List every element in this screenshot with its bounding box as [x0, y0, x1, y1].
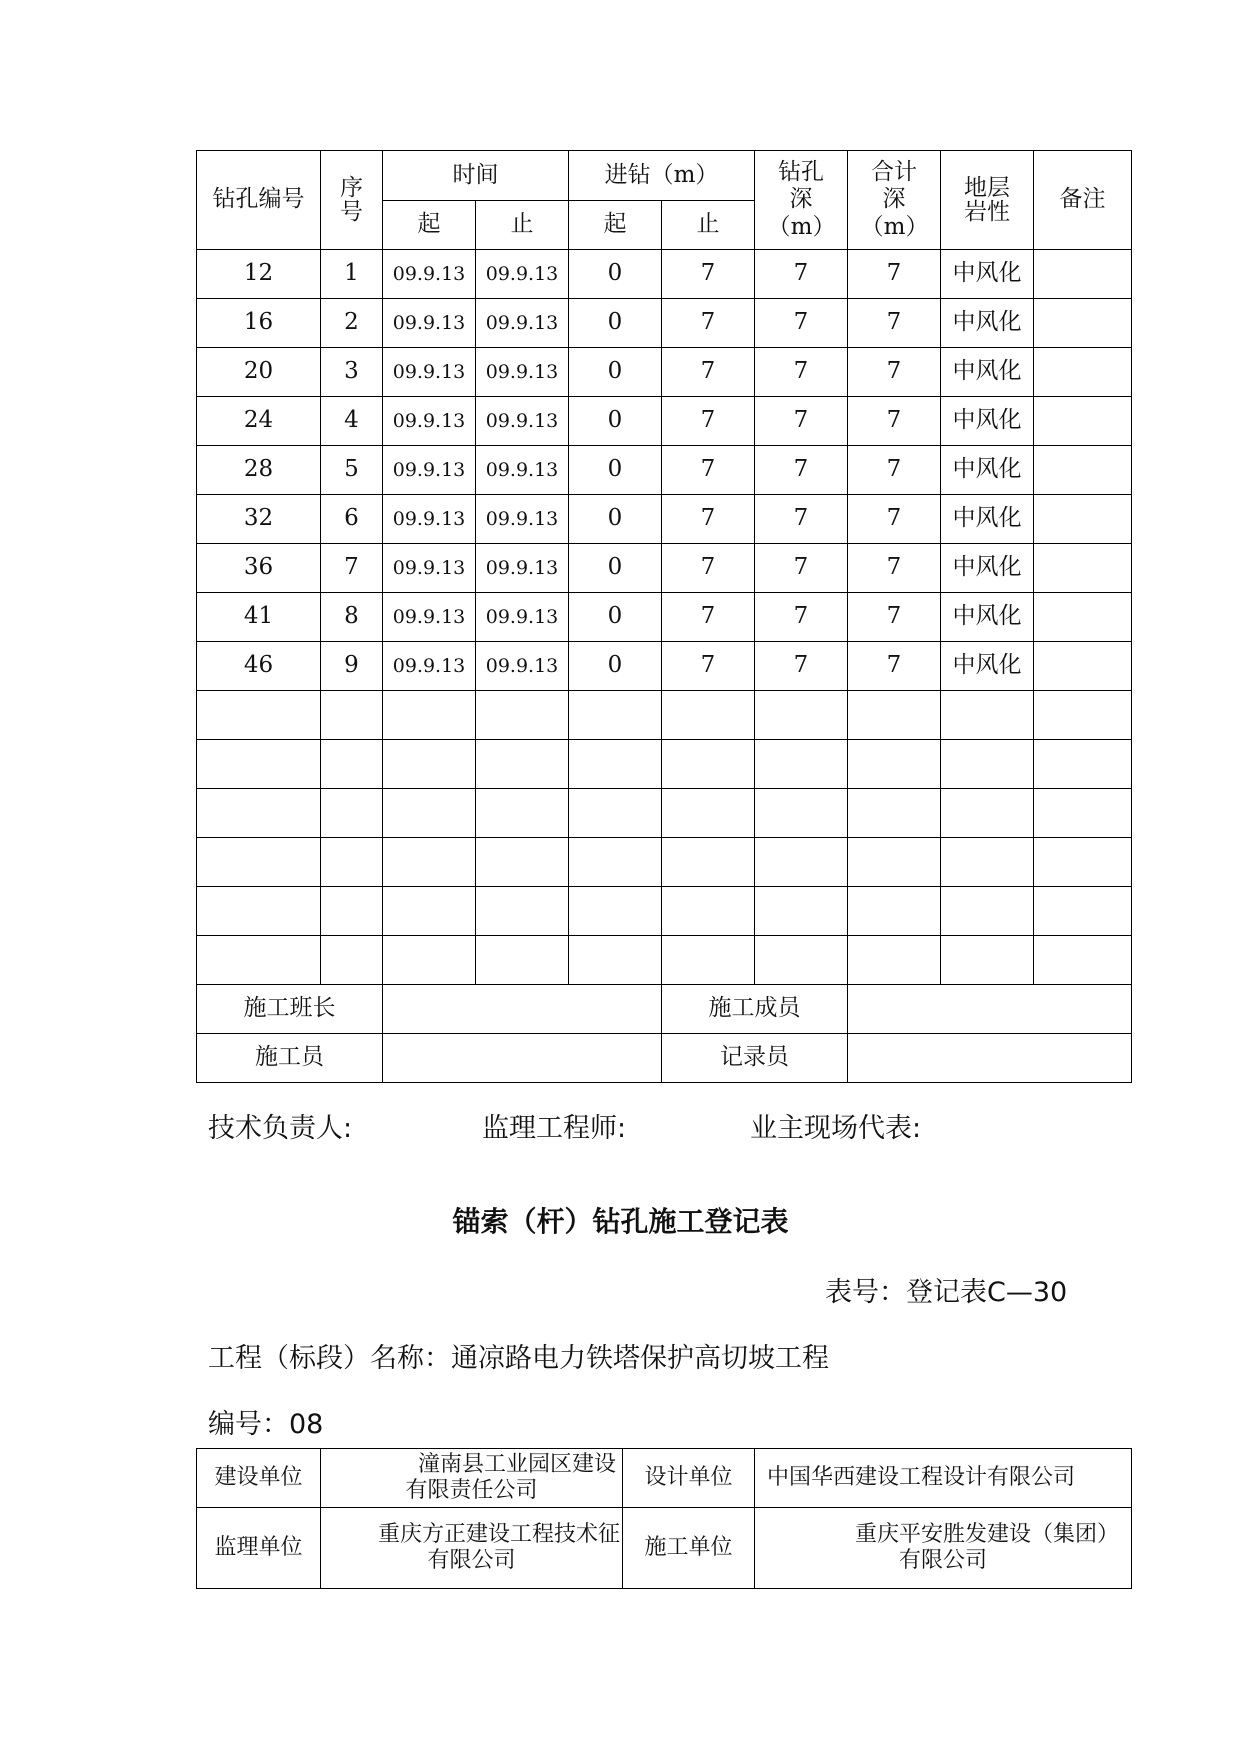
cell-hole: 12: [197, 250, 321, 299]
cell-note: [1034, 397, 1132, 446]
empty-cell: [321, 838, 383, 887]
cell-time-start: 09.9.13: [383, 544, 476, 593]
empty-cell: [1034, 887, 1132, 936]
cell-depth: 7: [755, 446, 848, 495]
empty-row: [197, 887, 1132, 936]
header-stratum-text: 地层岩性: [963, 174, 1010, 225]
cell-depth: 7: [755, 495, 848, 544]
cell-time-end: 09.9.13: [476, 250, 569, 299]
empty-cell: [383, 740, 476, 789]
cell-time-start: 09.9.13: [383, 642, 476, 691]
cell-depth: 7: [755, 544, 848, 593]
cell-drill-start: 0: [569, 299, 662, 348]
build-unit-value-line2: 有限责任公司: [405, 1478, 538, 1503]
cell-drill-start: 0: [569, 250, 662, 299]
cell-time-end: 09.9.13: [476, 642, 569, 691]
header-row-1: [197, 151, 1132, 201]
construct-unit-value: [755, 1508, 1132, 1589]
table-row: [197, 299, 1132, 348]
cell-time-end: 09.9.13: [476, 593, 569, 642]
cell-drill-start: 0: [569, 495, 662, 544]
empty-cell: [476, 789, 569, 838]
cell-drill-start: 0: [569, 593, 662, 642]
cell-hole: 16: [197, 299, 321, 348]
cell-seq: 7: [321, 544, 383, 593]
cell-depth: 7: [755, 397, 848, 446]
cell-drill-end: 7: [662, 250, 755, 299]
form-title: 锚索（杆）钻孔施工登记表: [452, 1205, 789, 1238]
team-members-label: 施工成员: [662, 985, 848, 1034]
cell-note: [1034, 250, 1132, 299]
empty-cell: [569, 838, 662, 887]
cell-drill-start: 0: [569, 348, 662, 397]
header-total-depth-text: 合计深（m）: [860, 158, 929, 240]
team-leader-label: 施工班长: [197, 985, 383, 1034]
empty-cell: [941, 838, 1034, 887]
cell-note: [1034, 446, 1132, 495]
cell-total: 7: [848, 642, 941, 691]
empty-cell: [197, 838, 321, 887]
empty-cell: [755, 789, 848, 838]
build-unit-label: 建设单位: [197, 1449, 321, 1508]
cell-time-end: 09.9.13: [476, 299, 569, 348]
empty-cell: [569, 936, 662, 985]
empty-cell: [197, 936, 321, 985]
empty-cell: [321, 740, 383, 789]
cell-time-end: 09.9.13: [476, 446, 569, 495]
table-row: [197, 250, 1132, 299]
form-number: 表号：登记表C—30: [825, 1277, 1068, 1308]
empty-cell: [941, 789, 1034, 838]
empty-cell: [848, 887, 941, 936]
cell-drill-end: 7: [662, 397, 755, 446]
table-row: [197, 593, 1132, 642]
empty-cell: [197, 691, 321, 740]
cell-total: 7: [848, 446, 941, 495]
cell-total: 7: [848, 544, 941, 593]
header-seq-text: 序号: [339, 174, 363, 225]
header-drill-start: 起: [569, 201, 662, 250]
cell-depth: 7: [755, 593, 848, 642]
cell-depth: 7: [755, 250, 848, 299]
header-hole-depth-text: 钻孔深（m）: [767, 158, 836, 240]
cell-seq: 4: [321, 397, 383, 446]
cell-hole: 24: [197, 397, 321, 446]
tech-lead-label: 技术负责人:: [208, 1113, 353, 1144]
project-name: 工程（标段）名称：通凉路电力铁塔保护高切坡工程: [208, 1343, 829, 1374]
empty-cell: [662, 838, 755, 887]
design-unit-value: 中国华西建设工程设计有限公司: [755, 1449, 1132, 1508]
cell-rock: 中风化: [941, 397, 1034, 446]
empty-cell: [662, 789, 755, 838]
empty-cell: [569, 691, 662, 740]
empty-cell: [476, 691, 569, 740]
empty-cell: [383, 838, 476, 887]
cell-time-start: 09.9.13: [383, 495, 476, 544]
cell-drill-end: 7: [662, 446, 755, 495]
cell-time-start: 09.9.13: [383, 348, 476, 397]
units-table: [196, 1448, 1132, 1589]
cell-hole: 36: [197, 544, 321, 593]
header-total-depth: [848, 151, 941, 250]
cell-total: 7: [848, 397, 941, 446]
empty-cell: [197, 887, 321, 936]
empty-cell: [569, 740, 662, 789]
cell-time-start: 09.9.13: [383, 446, 476, 495]
cell-time-end: 09.9.13: [476, 348, 569, 397]
cell-total: 7: [848, 250, 941, 299]
cell-rock: 中风化: [941, 495, 1034, 544]
design-unit-label: 设计单位: [623, 1449, 755, 1508]
cell-rock: 中风化: [941, 250, 1034, 299]
empty-cell: [1034, 740, 1132, 789]
empty-row: [197, 740, 1132, 789]
construct-unit-value-line2: 有限公司: [898, 1548, 987, 1573]
cell-drill-end: 7: [662, 348, 755, 397]
empty-cell: [941, 936, 1034, 985]
empty-cell: [941, 887, 1034, 936]
document-number: 编号：08: [208, 1409, 324, 1440]
table-row: [197, 446, 1132, 495]
empty-cell: [662, 691, 755, 740]
empty-cell: [941, 691, 1034, 740]
cell-note: [1034, 348, 1132, 397]
header-hole-no: 钻孔编号: [197, 151, 321, 250]
empty-row: [197, 838, 1132, 887]
empty-cell: [662, 740, 755, 789]
cell-total: 7: [848, 348, 941, 397]
footer-row-1: [197, 985, 1132, 1034]
supervise-unit-value-line1: 重庆方正建设工程技术征: [377, 1521, 620, 1547]
empty-cell: [321, 789, 383, 838]
header-drill-end: 止: [662, 201, 755, 250]
empty-cell: [662, 936, 755, 985]
units-row-2: [197, 1508, 1132, 1589]
construct-unit-label: 施工单位: [623, 1508, 755, 1589]
worker-value: [383, 1034, 662, 1083]
cell-hole: 28: [197, 446, 321, 495]
cell-time-end: 09.9.13: [476, 495, 569, 544]
supervise-unit-value: [321, 1508, 623, 1589]
empty-row: [197, 691, 1132, 740]
cell-time-start: 09.9.13: [383, 397, 476, 446]
empty-row: [197, 936, 1132, 985]
cell-seq: 2: [321, 299, 383, 348]
empty-row: [197, 789, 1132, 838]
cell-drill-end: 7: [662, 495, 755, 544]
empty-cell: [848, 691, 941, 740]
empty-cell: [321, 887, 383, 936]
header-time-start: 起: [383, 201, 476, 250]
empty-cell: [848, 936, 941, 985]
empty-cell: [1034, 691, 1132, 740]
cell-drill-start: 0: [569, 544, 662, 593]
cell-rock: 中风化: [941, 348, 1034, 397]
cell-drill-end: 7: [662, 299, 755, 348]
empty-cell: [383, 789, 476, 838]
empty-cell: [476, 740, 569, 789]
table-row: [197, 544, 1132, 593]
header-time-end: 止: [476, 201, 569, 250]
cell-depth: 7: [755, 348, 848, 397]
empty-cell: [383, 691, 476, 740]
empty-cell: [755, 740, 848, 789]
footer-row-2: [197, 1034, 1132, 1083]
owner-rep-label: 业主现场代表:: [750, 1113, 922, 1144]
cell-drill-start: 0: [569, 446, 662, 495]
header-stratum: [941, 151, 1034, 250]
empty-cell: [383, 887, 476, 936]
team-leader-value: [383, 985, 662, 1034]
header-time: 时间: [383, 151, 569, 201]
cell-rock: 中风化: [941, 593, 1034, 642]
empty-cell: [1034, 838, 1132, 887]
cell-drill-start: 0: [569, 642, 662, 691]
recorder-label: 记录员: [662, 1034, 848, 1083]
empty-cell: [755, 691, 848, 740]
header-drill-in: 进钻（m）: [569, 151, 755, 201]
cell-time-end: 09.9.13: [476, 544, 569, 593]
cell-seq: 9: [321, 642, 383, 691]
cell-total: 7: [848, 299, 941, 348]
empty-cell: [476, 887, 569, 936]
empty-cell: [848, 740, 941, 789]
empty-cell: [569, 887, 662, 936]
empty-cell: [1034, 936, 1132, 985]
empty-cell: [383, 936, 476, 985]
cell-note: [1034, 642, 1132, 691]
empty-cell: [848, 838, 941, 887]
cell-hole: 32: [197, 495, 321, 544]
empty-cell: [755, 887, 848, 936]
empty-cell: [755, 838, 848, 887]
units-row-1: [197, 1449, 1132, 1508]
cell-total: 7: [848, 495, 941, 544]
empty-cell: [755, 936, 848, 985]
cell-note: [1034, 299, 1132, 348]
cell-rock: 中风化: [941, 299, 1034, 348]
team-members-value: [848, 985, 1132, 1034]
cell-drill-start: 0: [569, 397, 662, 446]
cell-note: [1034, 593, 1132, 642]
empty-cell: [476, 936, 569, 985]
cell-seq: 6: [321, 495, 383, 544]
cell-hole: 41: [197, 593, 321, 642]
cell-time-start: 09.9.13: [383, 299, 476, 348]
cell-hole: 20: [197, 348, 321, 397]
cell-seq: 8: [321, 593, 383, 642]
table-row: [197, 348, 1132, 397]
cell-drill-end: 7: [662, 544, 755, 593]
cell-note: [1034, 495, 1132, 544]
build-unit-value: [321, 1449, 623, 1508]
empty-cell: [662, 887, 755, 936]
cell-drill-end: 7: [662, 642, 755, 691]
cell-rock: 中风化: [941, 544, 1034, 593]
empty-cell: [197, 789, 321, 838]
cell-seq: 5: [321, 446, 383, 495]
header-hole-depth: [755, 151, 848, 250]
construct-unit-value-line1: 重庆平安胜发建设（集团）: [854, 1521, 1119, 1547]
build-unit-value-line1: 潼南县工业园区建设: [417, 1451, 616, 1477]
empty-cell: [476, 838, 569, 887]
supervisor-label: 监理工程师:: [482, 1113, 627, 1144]
empty-cell: [1034, 789, 1132, 838]
cell-depth: 7: [755, 299, 848, 348]
empty-cell: [941, 740, 1034, 789]
cell-drill-end: 7: [662, 593, 755, 642]
cell-seq: 3: [321, 348, 383, 397]
cell-rock: 中风化: [941, 642, 1034, 691]
worker-label: 施工员: [197, 1034, 383, 1083]
table-row: [197, 397, 1132, 446]
cell-time-start: 09.9.13: [383, 250, 476, 299]
supervise-unit-value-line2: 有限公司: [427, 1548, 516, 1573]
empty-cell: [848, 789, 941, 838]
supervise-unit-label: 监理单位: [197, 1508, 321, 1589]
signature-line: [208, 1106, 988, 1144]
cell-total: 7: [848, 593, 941, 642]
header-seq: [321, 151, 383, 250]
empty-cell: [321, 691, 383, 740]
table-row: [197, 642, 1132, 691]
cell-depth: 7: [755, 642, 848, 691]
recorder-value: [848, 1034, 1132, 1083]
empty-cell: [321, 936, 383, 985]
cell-seq: 1: [321, 250, 383, 299]
empty-cell: [197, 740, 321, 789]
cell-time-start: 09.9.13: [383, 593, 476, 642]
cell-time-end: 09.9.13: [476, 397, 569, 446]
cell-note: [1034, 544, 1132, 593]
empty-cell: [569, 789, 662, 838]
table-row: [197, 495, 1132, 544]
cell-hole: 46: [197, 642, 321, 691]
header-remarks: 备注: [1034, 151, 1132, 250]
drilling-log-table: [196, 150, 1132, 1083]
cell-rock: 中风化: [941, 446, 1034, 495]
